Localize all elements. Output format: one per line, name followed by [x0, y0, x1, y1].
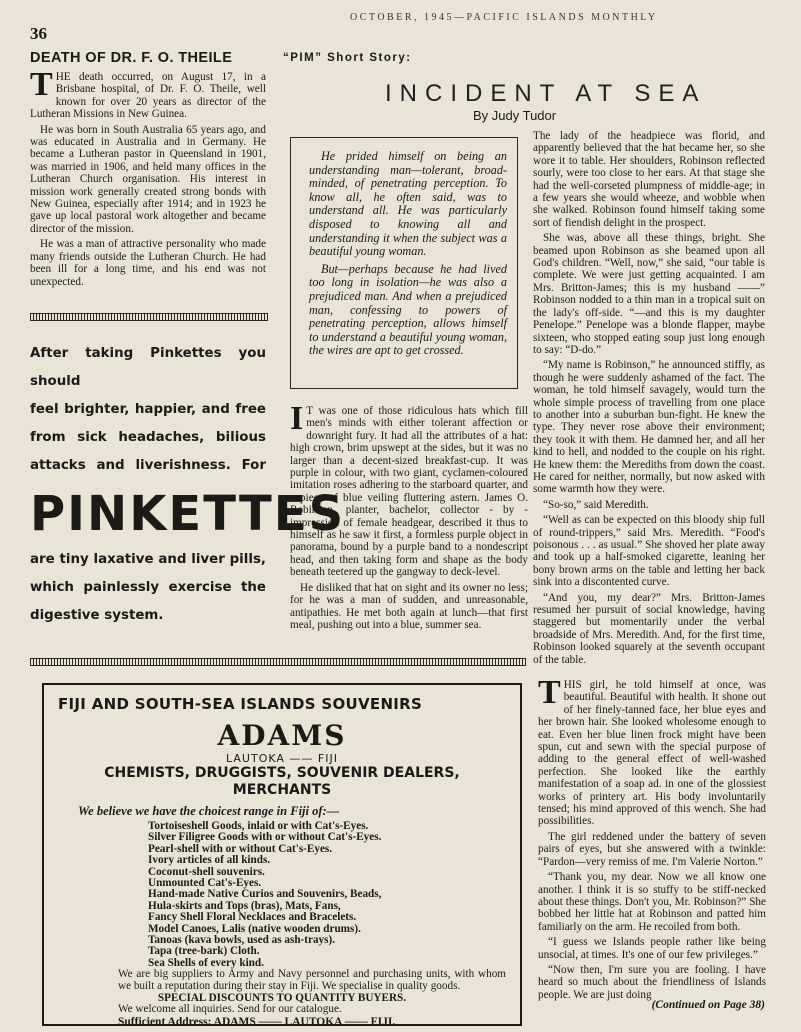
story-col2-para: The lady of the headpiece was florid, and apparently believed that the hat became her, so she wore it to table. Her shoulders, Robinson reflected sourly, were too close to her ears. At that stage she had the well-corseted plumpness of middle-age; in a few years she would wheeze, and wobble when she walked. Robinson found himself taking some sort of fiendish delight in the prospect.	[533, 130, 765, 229]
story-col2-para: “Well as can be expected on this bloody ship full of round-trippers,” said Mrs. Meredith. “Food's poisonous . . . as usual.” She shoved her plate away and took up a half-smoked cigarette, leaning her bony brown arms on the table and letting her back sink into a discontented curve.	[533, 514, 765, 589]
pinkettes-line-2: feel brighter, happier, and free	[30, 402, 266, 417]
pinkettes-ad	[30, 340, 346, 630]
story-col3-para: “Thank you, my dear. Now we all know one another. I think it is so stuffy to be stiff-necked about these things. Don't you, Mr. Robinson?” She bobbed her little hat at Robinson and patted him familiarly on the arm. He recoiled from both.	[538, 871, 766, 933]
drop-cap: T	[538, 674, 561, 711]
list-item: Unmounted Cat's-Eyes.	[148, 877, 262, 890]
story-col2-para: “So-so,” said Meredith.	[543, 498, 649, 511]
pinkettes-line-1: After taking Pinkettes you should	[30, 346, 266, 389]
list-item: Fancy Shell Floral Necklaces and Bracelets.	[148, 911, 357, 924]
drop-cap: T	[30, 66, 53, 103]
fiji-souvenirs-ad	[42, 683, 522, 1029]
story-kicker: “PIM” Short Story:	[283, 52, 412, 64]
pinkettes-line-6: which painlessly exercise the	[30, 580, 266, 595]
divider-rule	[30, 658, 526, 666]
obituary-para-2: He was born in South Australia 65 years ago, and was educated in Australia and in Germany. He became a Lutheran pastor in Queensland in 1901, was married in 1906, and held many offices in the Lutheran Church organisation. His interest in mission work generally created strong bonds with New Guinea, especially after 1914; and in 1923 he gave up local pastoral work altogether and became director of the mission.	[30, 123, 266, 235]
story-column-3	[538, 674, 766, 1004]
obituary-article	[30, 66, 266, 291]
list-item: Tanoas (kava bowls, used as ash-trays).	[148, 934, 336, 947]
pinkettes-line-7: digestive system.	[30, 608, 164, 623]
pinkettes-brand: PINKETTES	[30, 486, 346, 542]
story-col3-para: “Now then, I'm sure you are fooling. I have heard so much about the friendliness of Islands people. We are just doing	[538, 963, 766, 1001]
list-item: Sea Shells of every kind.	[148, 956, 264, 969]
adams-brand: ADAMS	[217, 719, 347, 752]
list-item: Hand-made Native Curios and Souvenirs, Beads,	[148, 888, 382, 901]
story-column-2	[533, 130, 765, 669]
story-col2-para: She was, above all these things, bright. She beamed upon Robinson as she beamed upon all God's children. “Well, now,” she said, “our table is complete. We were just getting acquainted. I am Mrs. Britton-James; this is my husband ——” Robinson nodded to a thin man in a tropical suit on the lady's off-side. “—and this is my daughter Penelope.” Penelope was a blonde flapper, maybe sixteen, who stopped eating soup just long enough to say: “D-do.”	[533, 232, 765, 356]
special-discounts: SPECIAL DISCOUNTS TO QUANTITY BUYERS.	[157, 992, 407, 1005]
trade-line-2: MERCHANTS	[232, 782, 332, 798]
divider-rule	[30, 313, 268, 321]
intro-para-1: He prided himself on being an understanding man—tolerant, broad-minded, of penetrating perception. To know all, he often said, was to understand all. He was particularly disposed to knowing all and understanding it when the subject was a beautiful young woman.	[309, 149, 507, 259]
suppliers-paragraph: We are big suppliers to Army and Navy personnel and purchasing units, with whom we built a reputation during their stay in Fiji. We specialise in quality goods.	[118, 968, 506, 992]
story-col3-para: The girl reddened under the battery of seven pairs of eyes, but she answered with a twinkle: “Pardon—very remiss of me. I'm Valerie Norton.”	[538, 830, 766, 868]
list-item: Coconut-shell souvenirs.	[148, 865, 265, 878]
obituary-headline: DEATH OF DR. F. O. THEILE	[30, 50, 233, 66]
choicest-range-line: We believe we have the choicest range in Fiji of:—	[78, 804, 340, 818]
story-intro-box	[290, 137, 518, 389]
list-item: Model Canoes, Lalis (native wooden drums).	[148, 922, 361, 935]
welcome-inquiries: We welcome all inquiries. Send for our catalogue.	[118, 1003, 342, 1016]
story-title: INCIDENT AT SEA	[385, 80, 707, 107]
drop-cap: I	[290, 400, 304, 437]
list-item: Pearl-shell with or without Cat's-Eyes.	[148, 842, 333, 855]
intro-para-2: But—perhaps because he had lived too long in isolation—he was also a prejudiced man. And when a prejudiced man, confessing to powers of penetrating perception, allows himself to understand a beautiful young woman, the wires are apt to get crossed.	[309, 261, 507, 358]
obituary-para-1: HE death occurred, on August 17, in a Brisbane hospital, of Dr. F. O. Theile, well known for over 20 years as director of the Lutheran Missions in New Guinea.	[30, 71, 266, 121]
souvenir-list	[58, 821, 506, 969]
story-column-1	[290, 400, 528, 634]
fiji-ad-headline: FIJI AND SOUTH-SEA ISLANDS SOUVENIRS	[58, 695, 423, 713]
list-item: Hula-skirts and Tops (bras), Mats, Fans,	[148, 899, 341, 912]
list-item: Tortoiseshell Goods, inlaid or with Cat's-Eyes.	[148, 820, 369, 832]
list-item: Ivory articles of all kinds.	[148, 854, 271, 867]
obituary-para-3: He was a man of attractive personality who made many friends outside the Lutheran Church. He had been ill for a long time, and his end was not unexpected.	[30, 238, 266, 288]
continued-note: (Continued on Page 38)	[651, 999, 765, 1011]
list-item: Tapa (tree-bark) Cloth.	[148, 945, 260, 958]
story-col1-para-2: He disliked that hat on sight and its owner no less; for he was a man of sudden, and unreasonable, antipathies. He met both again at lunch—that first meal, pushing out into a blue, summer sea.	[290, 581, 528, 631]
story-col1-para-1: T was one of those ridiculous hats which fill men's minds with either tolerant affection or downright fury. It had all the attributes of a hat: high crown, brim upswept at the sides, but it was no larger than a decent-sized breakfast-cup. It was purple in colour, with two giant, cyclamen-coloured imitation roses adhering to the starboard quarter, and a piece of blue veiling fluttering astern. James O. Robinson, planter, bachelor, collector - by - impression of female headgear, described it thus to himself as he saw it first, a formless purple object in panorama, bound by a purple band to a nondescript head, and then taking form and shape as the body beneath teetered up the gangway to deck-level.	[290, 405, 528, 579]
pinkettes-line-5: are tiny laxative and liver pills,	[30, 552, 266, 567]
list-item: Silver Filigree Goods with or without Cat's-Eyes.	[148, 831, 382, 844]
sufficient-address: Sufficient Address: ADAMS —— LAUTOKA —— FIJI.	[118, 1016, 396, 1029]
story-col2-para: “My name is Robinson,” he announced stiffly, as though he were suddenly ashamed of the fact. The woman, he told himself savagely, would turn the whole simple process of travelling from one place to another into a suburban bun-fight. He knew the type. They never rose above their environment; they took it with them. He damned her, and all her kind to hell, and nodded to the couple on his right. He knew them: the Merediths from down the coast. He cared for neither, normally, but now asked with some warmth how they were.	[533, 359, 765, 496]
story-byline: By Judy Tudor	[473, 108, 557, 123]
page-number: 36	[30, 24, 47, 43]
story-col3-para: “I guess we Islands people rather like being unsocial, at times. It's one of our few privileges.”	[538, 936, 766, 961]
trade-line-1: CHEMISTS, DRUGGISTS, SOUVENIR DEALERS,	[104, 765, 460, 781]
story-col3-para: HIS girl, he told himself at once, was beautiful. Beautiful with health. It shone out of her finely-tanned face, her blue eyes and her brown hair. She looked wholesome enough to eat. Even her blue linen frock might have been spun, cut and sewn with the special purpose of adding to the general effect of well-washed perfection. She looked like the earthly manifestation of a soap ad. in one of the glossiest works of printery art. His body involuntarily tensed; his mind approved of this wench. She had possibilities.	[538, 679, 766, 828]
pinkettes-line-4: attacks and liverishness. For	[30, 458, 266, 473]
running-head: OCTOBER, 1945—PACIFIC ISLANDS MONTHLY	[350, 12, 658, 23]
story-col2-para: “And you, my dear?” Mrs. Britton-James resumed her pursuit of social knowledge, having staggered but momentarily under the verbal broadside of Mrs. Meredith. And, for the first time, Robinson looked squarely at the seventh occupant of the table.	[533, 591, 765, 666]
adams-location: LAUTOKA —— FIJI	[226, 752, 338, 765]
pinkettes-line-3: from sick headaches, bilious	[30, 430, 266, 445]
